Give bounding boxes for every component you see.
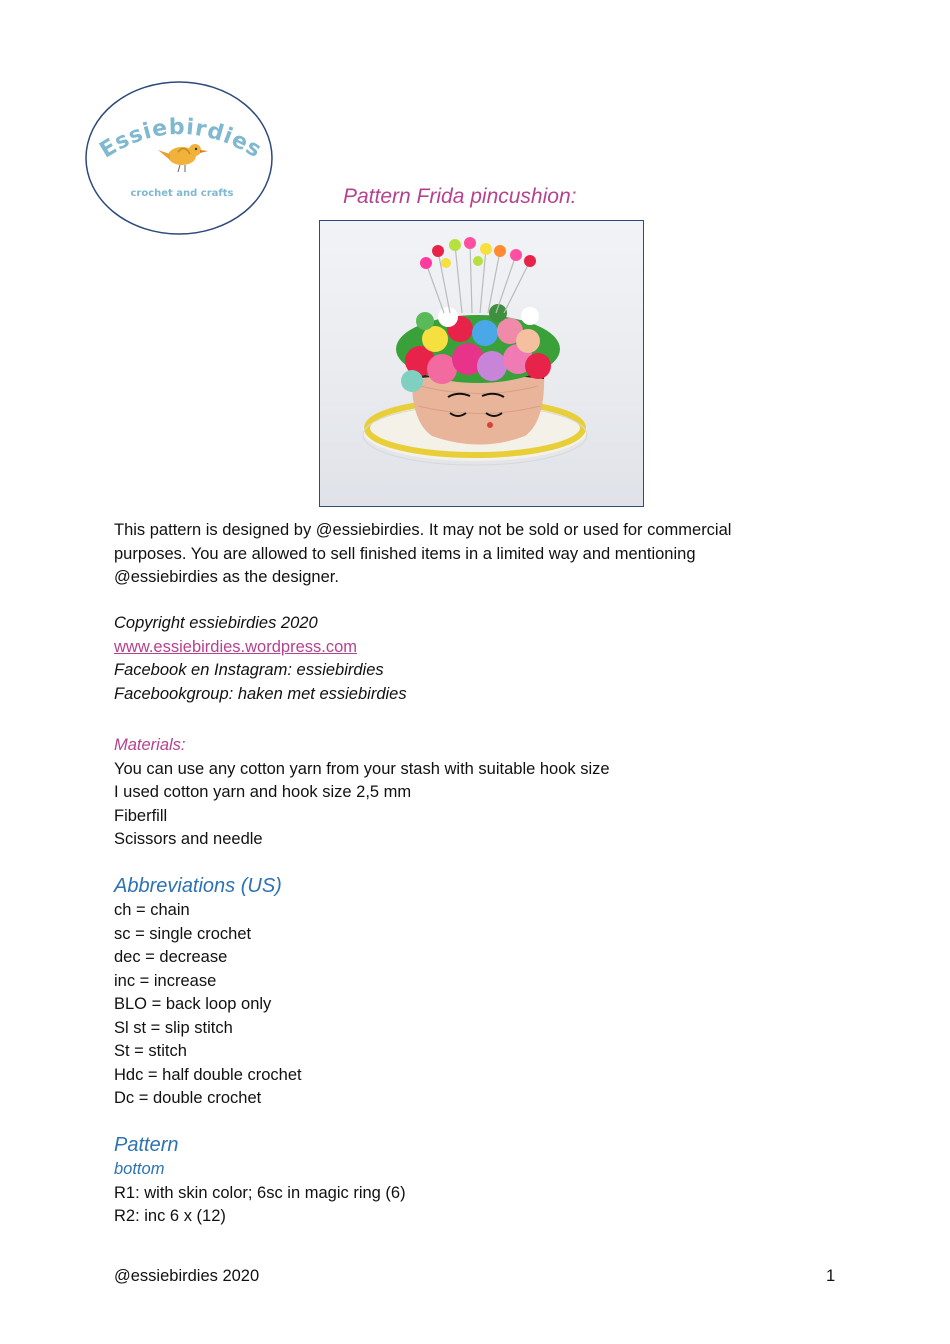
materials-item: You can use any cotton yarn from your stash with suitable hook size — [114, 759, 610, 778]
abbreviation-item: ch = chain — [114, 901, 190, 919]
abbreviation-item: sc = single crochet — [114, 924, 252, 943]
logo-brand-text: Essiebirdies — [95, 114, 267, 164]
intro-paragraph — [114, 519, 731, 590]
essiebirdies-logo — [84, 80, 274, 236]
pattern-section — [114, 1132, 406, 1229]
group-line: Facebookgroup: haken met essiebirdies — [114, 684, 407, 703]
pattern-heading: Pattern — [114, 1134, 179, 1156]
pincushion-photo — [319, 220, 644, 507]
abbreviation-item: inc = increase — [114, 971, 217, 990]
logo-tagline: crochet and crafts — [130, 188, 234, 199]
abbreviation-item: Dc = double crochet — [114, 1089, 262, 1107]
copyright-block — [114, 612, 407, 706]
page-title: Pattern Frida pincushion: — [343, 185, 577, 208]
social-line: Facebook en Instagram: essiebirdies — [114, 661, 384, 679]
materials-item: I used cotton yarn and hook size 2,5 mm — [114, 783, 412, 801]
website-link[interactable]: www.essiebirdies.wordpress.com — [114, 637, 357, 656]
footer-copyright: @essiebirdies 2020 — [114, 1267, 260, 1285]
abbreviation-item: Hdc = half double crochet — [114, 1065, 302, 1084]
materials-item: Fiberfill — [114, 806, 168, 825]
intro-line: This pattern is designed by @essiebirdies. It may not be sold or used for commercial — [114, 521, 732, 539]
copyright-line: Copyright essiebirdies 2020 — [114, 614, 318, 632]
abbreviations-section — [114, 873, 302, 1111]
abbreviation-item: dec = decrease — [114, 948, 228, 966]
abbreviation-item: BLO = back loop only — [114, 995, 272, 1013]
materials-section — [114, 734, 610, 852]
abbreviations-heading: Abbreviations (US) — [114, 875, 282, 897]
materials-heading: Materials: — [114, 736, 186, 754]
intro-line: purposes. You are allowed to sell finished items in a limited way and mentioning — [114, 544, 696, 563]
materials-item: Scissors and needle — [114, 830, 263, 848]
pattern-row: R1: with skin color; 6sc in magic ring (6) — [114, 1183, 406, 1202]
abbreviation-item: St = stitch — [114, 1042, 187, 1060]
page-number: 1 — [826, 1267, 836, 1285]
intro-line: @essiebirdies as the designer. — [114, 568, 339, 586]
abbreviation-item: Sl st = slip stitch — [114, 1018, 233, 1037]
pattern-subheading: bottom — [114, 1160, 165, 1178]
pattern-row: R2: inc 6 x (12) — [114, 1207, 226, 1225]
